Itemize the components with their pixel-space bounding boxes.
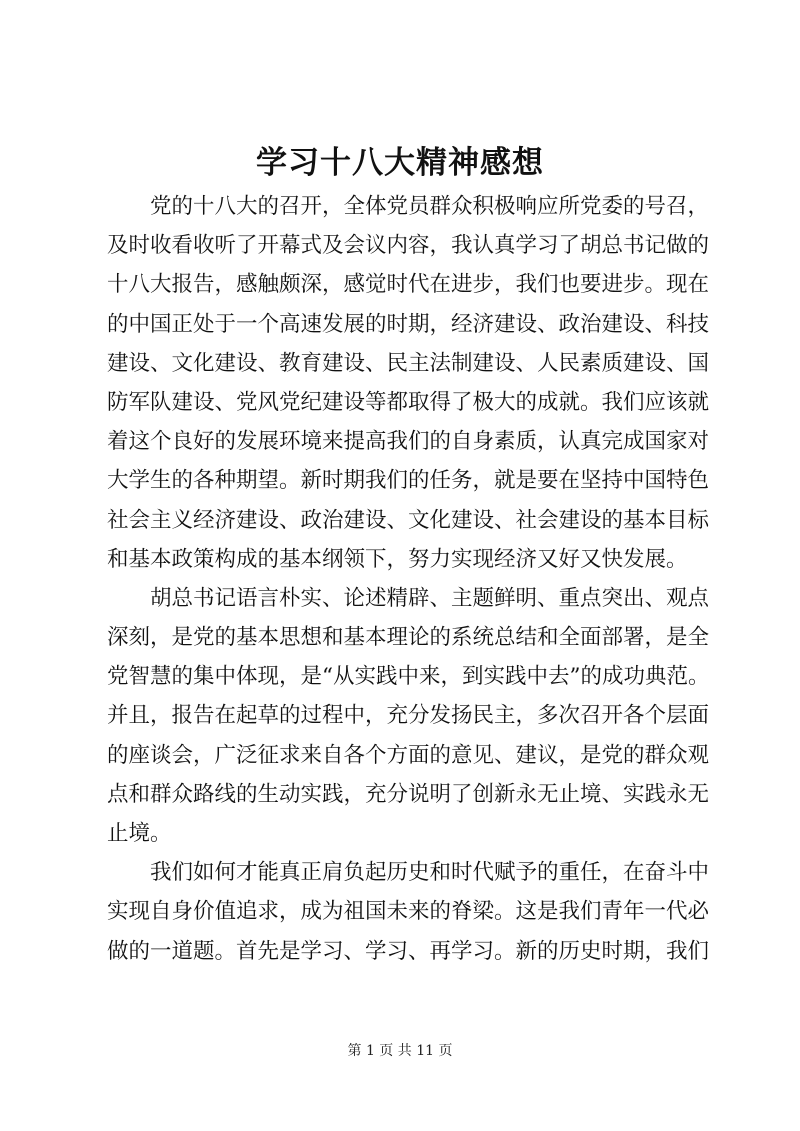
paragraph-2	[107, 579, 710, 853]
document-title: 学习十八大精神感想	[256, 145, 544, 181]
paragraph-line: 社会主义经济建设、政治建设、文化建设、社会建设的基本目标	[107, 507, 710, 533]
paragraph-1	[107, 187, 710, 579]
paragraph-line: 并且，报告在起草的过程中，充分发扬民主，多次召开各个层面	[107, 703, 710, 729]
paragraph-line: 十八大报告，感触颇深，感觉时代在进步，我们也要进步。现在	[107, 272, 710, 298]
paragraph-line: 和基本政策构成的基本纲领下，努力实现经济又好又快发展。	[107, 546, 688, 572]
paragraph-line: 建设、文化建设、教育建设、民主法制建设、人民素质建设、国	[107, 350, 710, 376]
paragraph-line: 胡总书记语言朴实、论述精辟、主题鲜明、重点突出、观点	[150, 585, 710, 611]
paragraph-line: 我们如何才能真正肩负起历史和时代赋予的重任，在奋斗中	[150, 860, 710, 886]
paragraph-line: 着这个良好的发展环境来提高我们的自身素质，认真完成国家对	[107, 429, 710, 455]
paragraph-line: 防军队建设、党风党纪建设等都取得了极大的成就。我们应该就	[107, 389, 710, 415]
paragraph-line: 点和群众路线的生动实践，充分说明了创新永无止境、实践永无	[107, 781, 710, 807]
document-body	[107, 187, 710, 971]
paragraph-line: 实现自身价值追求，成为祖国未来的脊梁。这是我们青年一代必	[107, 899, 710, 925]
paragraph-line: 的中国正处于一个高速发展的时期，经济建设、政治建设、科技	[107, 311, 710, 337]
paragraph-3	[107, 853, 710, 971]
paragraph-line: 大学生的各种期望。新时期我们的任务，就是要在坚持中国特色	[107, 468, 710, 494]
paragraph-line: 党的十八大的召开，全体党员群众积极响应所党委的号召，	[150, 194, 710, 219]
page-number-footer: 第 1 页 共 11 页	[347, 1043, 453, 1059]
paragraph-line: 做的一道题。首先是学习、学习、再学习。新的历史时期，我们	[107, 938, 710, 964]
paragraph-line: 深刻，是党的基本思想和基本理论的系统总结和全面部署，是全	[107, 625, 710, 651]
paragraph-line: 止境。	[107, 821, 172, 846]
paragraph-line: 党智慧的集中体现，是“从实践中来，到实践中去”的成功典范。	[107, 664, 710, 690]
paragraph-line: 及时收看收听了开幕式及会议内容，我认真学习了胡总书记做的	[107, 233, 710, 259]
paragraph-line: 的座谈会，广泛征求来自各个方面的意见、建议，是党的群众观	[107, 742, 710, 768]
